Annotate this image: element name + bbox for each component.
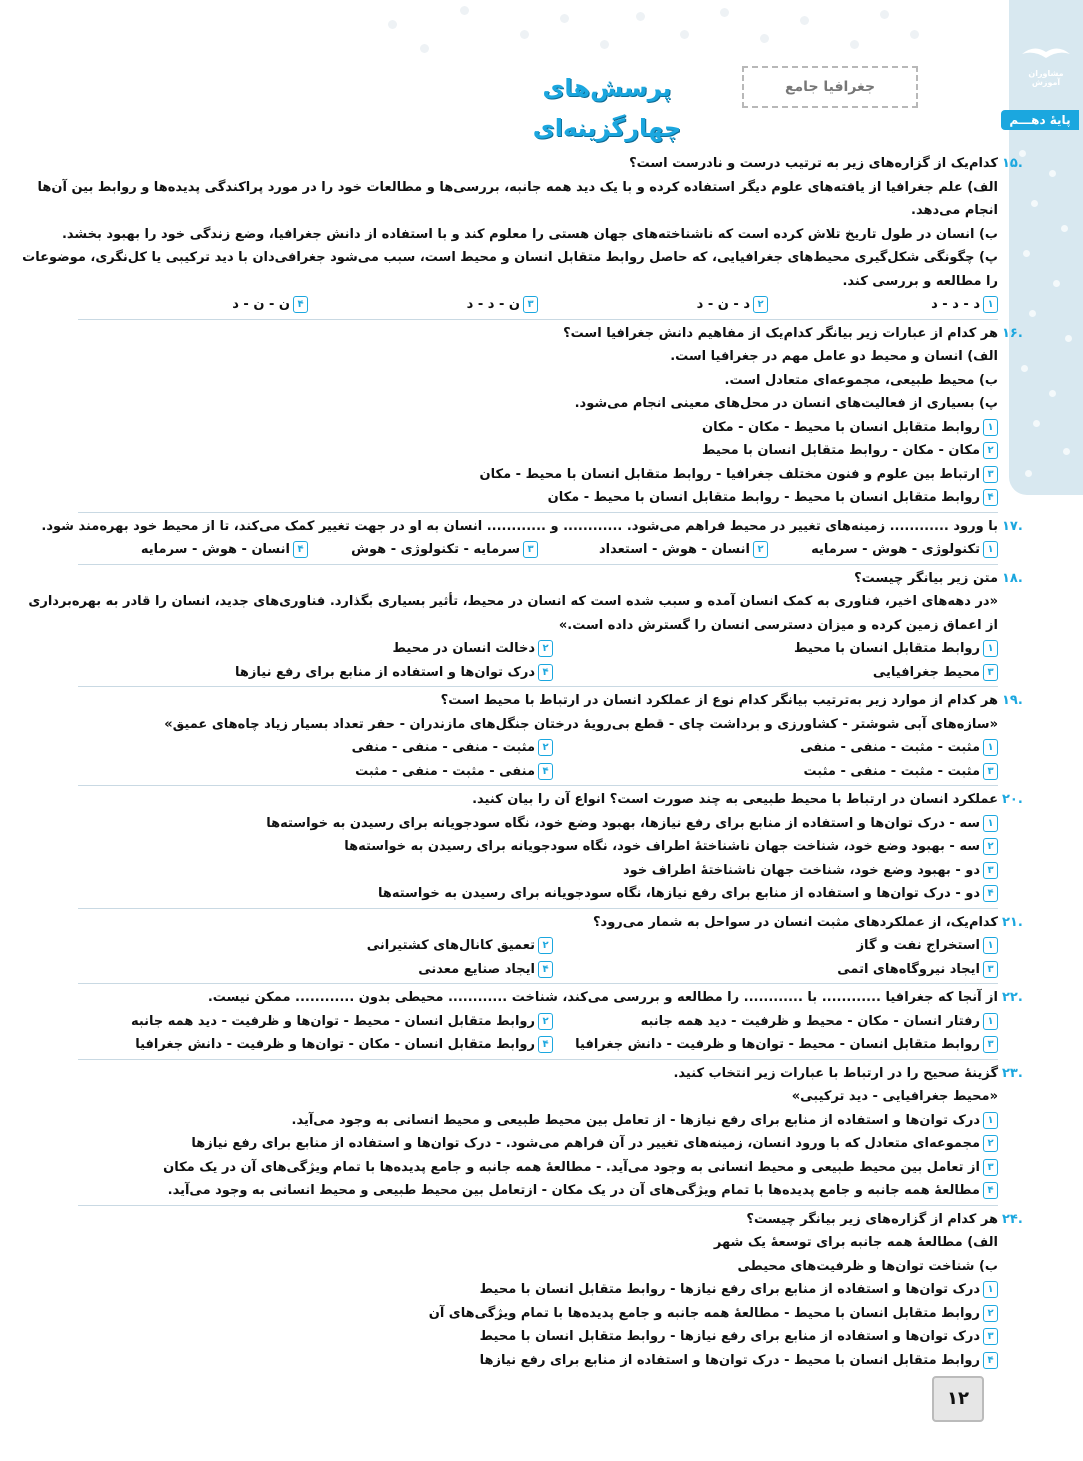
option-text: روابط متقابل انسان با محیط — [794, 641, 980, 656]
answer-option[interactable] — [108, 736, 553, 760]
divider — [78, 686, 998, 687]
option-text: از تعامل بین محیط طبیعی و محیط انسانی به وجود می‌آید. - مطالعهٔ همه جانبه و جامع پدیده‌ها با تمام ویژگی‌های آن در یک مکان — [163, 1159, 980, 1175]
answer-option[interactable] — [308, 293, 538, 317]
answer-option[interactable] — [768, 293, 998, 317]
divider — [78, 1059, 998, 1060]
questions-list — [22, 152, 1023, 1372]
page-title: پرسش‌های چهارگزینه‌ای — [532, 74, 682, 142]
divider — [78, 319, 998, 320]
option-number-badge: ۱ — [983, 937, 998, 954]
option-number-badge: ۳ — [983, 961, 998, 978]
options-group — [78, 538, 998, 562]
option-text: رفتار انسان - مکان - محیط و ظرفیت - دید همه جانبه — [640, 1013, 980, 1029]
option-text: ارتباط بین علوم و فنون مختلف جغرافیا - روابط متقابل انسان با محیط - مکان — [479, 466, 980, 482]
answer-option[interactable] — [78, 1278, 998, 1302]
question-stem: با ورود ............ زمینه‌های تغییر در محیط فراهم می‌شود. ............ و ............ انسان به او در جهت تغییر کمک می‌کند، تا از محیط خود بهره‌مند شود. — [41, 518, 998, 534]
option-number-badge: ۲ — [753, 296, 768, 313]
question-header — [78, 986, 1023, 1010]
logo-text: مشاوران آموزش — [1028, 69, 1064, 87]
answer-option[interactable] — [108, 661, 553, 685]
bird-icon — [1015, 40, 1077, 69]
question-header — [41, 515, 1023, 539]
option-number-badge: ۲ — [538, 937, 553, 954]
answer-option[interactable] — [78, 1132, 998, 1156]
answer-option[interactable] — [553, 1033, 998, 1057]
option-text: مجموعه‌ای متعادل که با ورود انسان، زمینه‌های تغییر در آن فراهم می‌شود. - درک توان‌ها و استفاده از منابع برای رفع نیازها — [191, 1136, 980, 1151]
option-text: درک توان‌ها و استفاده از منابع برای رفع نیازها — [235, 664, 535, 680]
option-text: مطالعهٔ همه جانبه و جامع پدیده‌ها با تمام ویژگی‌های آن در یک مکان - ازتعامل بین محیط طبیعی و محیط انسانی به وجود می‌آید. — [167, 1183, 980, 1198]
option-text: دو - بهبود وضع خود، شناخت جهان ناشناختهٔ اطراف خود — [623, 862, 980, 878]
option-text: روابط متقابل انسان با محیط - مکان - مکان — [701, 419, 980, 435]
answer-option[interactable] — [108, 1033, 553, 1057]
option-text: منفی - مثبت - منفی - مثبت — [355, 763, 535, 779]
question-header — [78, 1062, 1023, 1086]
question-statement: «محیط جغرافیایی - دید ترکیبی» — [791, 1089, 998, 1104]
answer-option[interactable] — [78, 293, 308, 317]
subject-label: جغرافیا جامع — [742, 66, 918, 108]
question-stem: کدام‌یک از گزاره‌های زیر به ترتیب درست و نادرست است؟ — [629, 156, 998, 171]
question — [78, 322, 1023, 510]
option-text: ن - د - د — [466, 297, 520, 312]
option-number-badge: ۳ — [983, 664, 998, 681]
option-number-badge: ۴ — [983, 1352, 998, 1369]
answer-option[interactable] — [78, 1179, 998, 1203]
answer-option[interactable] — [553, 760, 998, 784]
divider — [78, 512, 998, 513]
question-header — [78, 689, 1023, 713]
option-number-badge: ۲ — [983, 1305, 998, 1322]
publisher-logo — [1015, 40, 1077, 98]
option-number-badge: ۲ — [983, 1135, 998, 1152]
top-decoration — [0, 0, 930, 70]
question — [28, 567, 1023, 685]
option-text: روابط متقابل انسان با محیط - درک توان‌ها و استفاده از منابع برای رفع نیازها — [479, 1352, 980, 1368]
question-number: ۱۹. — [1002, 693, 1023, 708]
divider — [78, 983, 998, 984]
answer-option[interactable] — [553, 958, 998, 982]
grade-tab: پایهٔ دهـــم — [1001, 110, 1079, 130]
option-text: مثبت - مثبت - منفی - منفی — [800, 740, 980, 755]
question-statement: پ) بسیاری از فعالیت‌های انسان در محل‌های معینی انجام می‌شود. — [574, 396, 998, 411]
question-number: ۲۴. — [1002, 1211, 1023, 1227]
answer-option[interactable] — [553, 1010, 998, 1034]
answer-option[interactable] — [78, 486, 998, 510]
option-number-badge: ۱ — [983, 815, 998, 832]
option-number-badge: ۴ — [538, 1036, 553, 1053]
option-text: تکنولوژی - هوش - سرمایه — [811, 542, 980, 557]
answer-option[interactable] — [538, 538, 768, 562]
question-stem: هر کدام از گزاره‌های زیر بیانگر چیست؟ — [746, 1211, 998, 1227]
question-statement: از اعماق زمین کرده و میزان دسترسی انسان را گسترش داده است.» — [558, 617, 998, 633]
question-statement: را مطالعه و بررسی کند. — [842, 273, 998, 289]
option-number-badge: ۲ — [983, 838, 998, 855]
option-text: روابط متقابل انسان - مکان - توان‌ها و ظرفیت - دانش جغرافیا — [135, 1037, 535, 1052]
option-text: د - د - د — [931, 297, 980, 312]
question-statement: «در دهه‌های اخیر، فناوری به کمک انسان آمده و سبب شده است که انسان در محیط، تأثیر بسیاری بگذارد. فناوری‌های جدید، انسان را قادر به بهره‌برداری — [28, 594, 998, 609]
option-number-badge: ۴ — [983, 1182, 998, 1199]
question — [78, 911, 1023, 982]
answer-option[interactable] — [78, 439, 998, 463]
option-number-badge: ۲ — [983, 442, 998, 459]
option-text: سرمایه - تکنولوژی - هوش — [351, 542, 520, 557]
option-number-badge: ۱ — [983, 1112, 998, 1129]
answer-option[interactable] — [78, 416, 998, 440]
question-stem: کدام‌یک، از عملکردهای مثبت انسان در سواحل به شمار می‌رود؟ — [593, 914, 998, 930]
answer-option[interactable] — [78, 1349, 998, 1373]
option-number-badge: ۲ — [538, 640, 553, 657]
question-number: ۱۶. — [1002, 325, 1023, 341]
answer-option[interactable] — [308, 538, 538, 562]
question-header — [78, 788, 1023, 812]
option-number-badge: ۱ — [983, 739, 998, 756]
answer-option[interactable] — [78, 859, 998, 883]
question — [78, 689, 1023, 783]
answer-option[interactable] — [538, 293, 768, 317]
option-number-badge: ۴ — [293, 296, 308, 313]
question-number: ۲۲. — [1002, 990, 1023, 1005]
options-group — [78, 637, 998, 684]
option-text: درک توان‌ها و استفاده از منابع برای رفع نیازها - روابط متقابل انسان با محیط — [479, 1329, 980, 1344]
question-statement: ب) شناخت توان‌ها و ظرفیت‌های محیطی — [737, 1258, 998, 1274]
option-text: مکان - مکان - روابط متقابل انسان با محیط — [701, 443, 980, 458]
option-number-badge: ۴ — [983, 885, 998, 902]
question-statement: الف) مطالعهٔ همه جانبه برای توسعهٔ یک شهر — [713, 1235, 998, 1250]
question-stem: هر کدام از عبارات زیر بیانگر کدام‌یک از مفاهیم دانش جغرافیا است؟ — [563, 325, 998, 341]
answer-option[interactable] — [553, 637, 998, 661]
question-statement: انجام می‌دهد. — [911, 203, 998, 218]
answer-option[interactable] — [108, 637, 553, 661]
option-text: انسان - هوش - استعداد — [598, 542, 750, 557]
divider — [78, 564, 998, 565]
option-text: ن - ن - د — [232, 297, 290, 312]
question-header — [78, 152, 1023, 176]
question-number: ۲۳. — [1002, 1065, 1023, 1081]
option-number-badge: ۱ — [983, 541, 998, 558]
question-statement: ب) انسان در طول تاریخ تلاش کرده است که ناشناخته‌های جهان هستی را معلوم کند و با استفاده از دانش جغرافیا، وضع زندگی خود را بهبود بخشد. — [61, 226, 998, 242]
option-number-badge: ۱ — [983, 1281, 998, 1298]
question-number: ۱۷. — [1002, 518, 1023, 534]
answer-option[interactable] — [78, 812, 998, 836]
option-number-badge: ۳ — [983, 1328, 998, 1345]
answer-option[interactable] — [108, 958, 553, 982]
options-group — [78, 293, 998, 317]
divider — [78, 908, 998, 909]
option-number-badge: ۴ — [538, 961, 553, 978]
answer-option[interactable] — [78, 1109, 998, 1133]
option-text: مثبت - مثبت - منفی - مثبت — [803, 763, 980, 779]
option-number-badge: ۴ — [983, 489, 998, 506]
option-text: د - ن - د — [696, 297, 750, 312]
question-number: ۲۰. — [1002, 792, 1023, 807]
options-group — [78, 1010, 998, 1057]
option-number-badge: ۴ — [293, 541, 308, 558]
question-statement: ب) محیط طبیعی، مجموعه‌ای متعادل است. — [724, 372, 998, 388]
options-group — [78, 812, 998, 906]
question — [78, 986, 1023, 1057]
option-number-badge: ۳ — [983, 1036, 998, 1053]
question-statement: «سازه‌های آبی شوشتر - کشاورزی و برداشت چای - قطع بی‌رویهٔ درختان جنگل‌های مازندران - حفر تعداد بسیار زیاد چاه‌های عمیق» — [164, 716, 998, 732]
question-statement: الف) انسان و محیط دو عامل مهم در جغرافیا است. — [670, 349, 998, 364]
divider — [78, 1205, 998, 1206]
option-number-badge: ۳ — [983, 763, 998, 780]
option-text: روابط متقابل انسان - محیط - توان‌ها و ظرفیت - دید همه جانبه — [130, 1013, 535, 1029]
question — [78, 1208, 1023, 1373]
question-header — [78, 322, 1023, 346]
option-number-badge: ۱ — [983, 419, 998, 436]
question-stem: گزینهٔ صحیح را در ارتباط با عبارات زیر انتخاب کنید. — [673, 1065, 998, 1081]
answer-option[interactable] — [553, 736, 998, 760]
option-text: مثبت - منفی - منفی - منفی — [351, 740, 535, 755]
question-statement: پ) چگونگی شکل‌گیری محیط‌های جغرافیایی، که حاصل روابط متقابل انسان و محیط است، سبب می‌شود جغرافی‌دان با دید ترکیبی یا کل‌نگری، موضوعات — [22, 250, 998, 265]
option-number-badge: ۱ — [983, 296, 998, 313]
option-text: سه - درک توان‌ها و استفاده از منابع برای رفع نیازها، بهبود وضع خود، نگاه سودجویانه برای رسیدن به خواسته‌ها — [266, 815, 980, 831]
question-header — [78, 911, 1023, 935]
option-text: انسان - هوش - سرمایه — [140, 542, 290, 557]
option-text: ایجاد صنایع معدنی — [418, 961, 535, 977]
page-number: ۱۲ — [932, 1376, 984, 1422]
answer-option[interactable] — [78, 1325, 998, 1349]
question — [22, 152, 1023, 317]
question — [78, 1062, 1023, 1203]
option-number-badge: ۳ — [983, 862, 998, 879]
answer-option[interactable] — [78, 882, 998, 906]
option-number-badge: ۳ — [983, 1159, 998, 1176]
options-group — [78, 1109, 998, 1203]
option-number-badge: ۲ — [538, 1013, 553, 1030]
answer-option[interactable] — [768, 538, 998, 562]
question-header — [78, 567, 1023, 591]
question-number: ۱۵. — [1002, 156, 1023, 171]
options-group — [78, 736, 998, 783]
option-text: دخالت انسان در محیط — [392, 641, 535, 656]
option-number-badge: ۴ — [538, 763, 553, 780]
option-text: محیط جغرافیایی — [872, 664, 980, 680]
options-group — [78, 934, 998, 981]
question — [78, 788, 1023, 906]
option-text: روابط متقابل انسان با محیط - روابط متقابل انسان با محیط - مکان — [547, 490, 980, 505]
option-number-badge: ۲ — [538, 739, 553, 756]
option-text: ایجاد نیروگاه‌های اتمی — [837, 961, 980, 977]
answer-option[interactable] — [78, 463, 998, 487]
question-header — [78, 1208, 1023, 1232]
question-stem: هر کدام از موارد زیر به‌ترتیب بیانگر کدام نوع از عملکرد انسان در ارتباط با محیط است؟ — [440, 693, 998, 708]
option-text: استخراج نفت و گاز — [856, 938, 980, 953]
question-stem: متن زیر بیانگر چیست؟ — [854, 570, 998, 586]
option-number-badge: ۳ — [983, 466, 998, 483]
question-number: ۲۱. — [1002, 914, 1023, 930]
answer-option[interactable] — [78, 1302, 998, 1326]
answer-option[interactable] — [108, 760, 553, 784]
question — [41, 515, 1023, 562]
question-stem: از آنجا که جغرافیا ............ با ............ را مطالعه و بررسی می‌کند، شناخت ............ محیطی بدون ............ ممکن نیست. — [207, 990, 998, 1005]
option-text: روابط متقابل انسان - محیط - توان‌ها و ظرفیت - دانش جغرافیا — [575, 1037, 980, 1052]
option-number-badge: ۳ — [523, 541, 538, 558]
answer-option[interactable] — [553, 661, 998, 685]
question-stem: عملکرد انسان در ارتباط با محیط طبیعی به چند صورت است؟ انواع آن را بیان کنید. — [472, 792, 998, 807]
answer-option[interactable] — [78, 1156, 998, 1180]
option-text: دو - درک توان‌ها و استفاده از منابع برای رفع نیازها، نگاه سودجویانه برای رسیدن به خواسته‌ها — [377, 886, 980, 901]
answer-option[interactable] — [108, 934, 553, 958]
question-number: ۱۸. — [1002, 570, 1023, 586]
option-text: سه - بهبود وضع خود، شناخت جهان ناشناختهٔ اطراف خود، نگاه سودجویانه برای رسیدن به خواسته‌ها — [344, 839, 980, 854]
option-number-badge: ۳ — [523, 296, 538, 313]
option-text: روابط متقابل انسان با محیط - مطالعهٔ همه جانبه و جامع پدیده‌ها با تمام ویژگی‌های آن — [428, 1305, 980, 1321]
answer-option[interactable] — [78, 835, 998, 859]
option-text: درک توان‌ها و استفاده از منابع برای رفع نیازها - روابط متقابل انسان با محیط — [479, 1282, 980, 1297]
question-statement: الف) علم جغرافیا از یافته‌های علوم دیگر استفاده کرده و با یک دید همه جانبه، بررسی‌ها و مطالعات خود را در مورد پراکندگی پدیده‌ها و روابط بین آن‌ها — [37, 179, 998, 195]
option-number-badge: ۱ — [983, 640, 998, 657]
answer-option[interactable] — [78, 538, 308, 562]
option-number-badge: ۴ — [538, 664, 553, 681]
option-text: تعمیق کانال‌های کشتیرانی — [366, 938, 535, 953]
option-number-badge: ۱ — [983, 1013, 998, 1030]
divider — [78, 785, 998, 786]
option-number-badge: ۲ — [753, 541, 768, 558]
option-text: درک توان‌ها و استفاده از منابع برای رفع نیازها - از تعامل بین محیط طبیعی و محیط انسانی به وجود می‌آید. — [291, 1112, 980, 1128]
answer-option[interactable] — [553, 934, 998, 958]
answer-option[interactable] — [108, 1010, 553, 1034]
options-group — [78, 416, 998, 510]
options-group — [78, 1278, 998, 1372]
